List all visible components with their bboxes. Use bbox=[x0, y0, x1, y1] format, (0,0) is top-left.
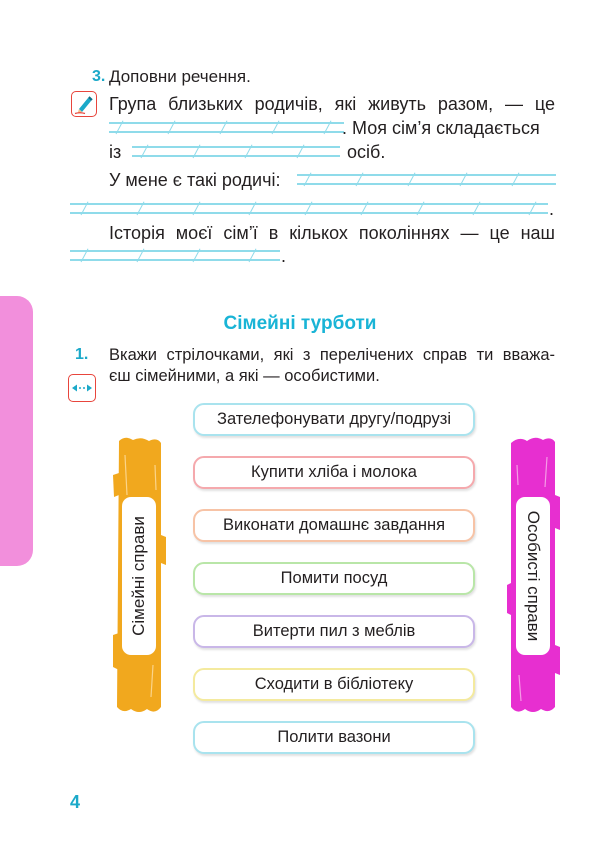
sentence-line4: У мене є такі родичі: bbox=[109, 170, 281, 190]
task-number: 1. bbox=[75, 346, 89, 363]
personal-tasks-text: Особисті справи bbox=[524, 510, 543, 642]
sentence-line2-end: . Моя сім’я складається bbox=[342, 118, 540, 138]
writing-line[interactable] bbox=[297, 174, 556, 186]
task-number: 3. bbox=[92, 68, 106, 85]
writing-line[interactable] bbox=[109, 122, 344, 134]
activity-item[interactable]: Сходити в бібліотеку bbox=[193, 668, 475, 701]
family-tasks-label[interactable] bbox=[111, 435, 167, 715]
task-prompt: Доповни речення. bbox=[109, 67, 251, 86]
side-tab bbox=[0, 296, 33, 566]
writing-line[interactable] bbox=[132, 146, 340, 158]
double-arrow-icon bbox=[68, 374, 96, 402]
writing-line[interactable] bbox=[70, 250, 280, 262]
sentence-line3-start: із bbox=[109, 142, 122, 162]
activity-item[interactable]: Купити хліба і молока bbox=[193, 456, 475, 489]
section-title: Сімейні турботи bbox=[223, 313, 377, 334]
page-number: 4 bbox=[70, 792, 81, 812]
activity-item[interactable]: Виконати домашнє завдання bbox=[193, 509, 475, 542]
pencil-icon bbox=[71, 91, 97, 117]
sentence-line5-end: . bbox=[549, 199, 555, 219]
personal-tasks-label[interactable] bbox=[505, 435, 561, 715]
instruction-line2: єш сімейними, а які — особистими. bbox=[109, 367, 380, 385]
activity-item[interactable]: Зателефонувати другу/подрузі bbox=[193, 403, 475, 436]
sentence-line6: Історія моєї сім’ї в кількох поколіннях — це наш bbox=[109, 223, 555, 243]
writing-line[interactable] bbox=[70, 203, 548, 215]
activity-item[interactable]: Витерти пил з меблів bbox=[193, 615, 475, 648]
activity-item[interactable]: Полити вазони bbox=[193, 721, 475, 754]
activity-item[interactable]: Помити посуд bbox=[193, 562, 475, 595]
sentence-line7-end: . bbox=[281, 246, 287, 266]
sentence-line3-end: осіб. bbox=[347, 142, 386, 162]
sentence-line1: Група близьких родичів, які живуть разом, — це bbox=[109, 94, 555, 114]
family-tasks-text: Сімейні справи bbox=[129, 516, 148, 636]
instruction-line1: Вкажи стрілочками, які з перелічених справ ти вважа- bbox=[109, 346, 555, 364]
